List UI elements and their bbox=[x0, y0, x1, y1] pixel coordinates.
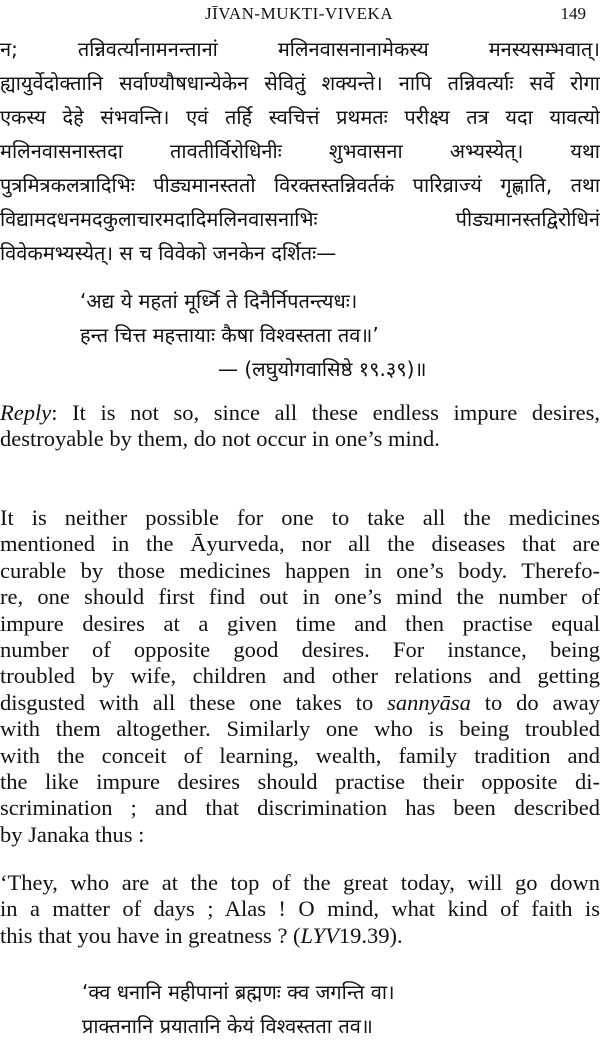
translation-line: this that you have in greatness ? (LYV19.39). bbox=[0, 922, 403, 948]
paragraph-line: troubled by wife, children and other relations and getting bbox=[0, 663, 600, 689]
paragraph-line: disgusted with all these one takes to sannyāsa to do away bbox=[0, 689, 600, 715]
sanskrit-line: एकस्य देहे संभवन्ति। एवं तर्हि स्वचित्तं प्रथमतः परीक्ष्य तत्र यदा यावत्यो bbox=[0, 105, 600, 129]
sanskrit-line: विद्यामदधनमदकुलाचारमदादिमलिनवासनाभिः पीड्यमानस्तद्विरोधिनं bbox=[0, 207, 600, 231]
sanskrit-line: न; तन्निवर्त्यानामनन्तानां मलिनवासनानामेकस्य मनस्यसम्भवात्। bbox=[0, 37, 600, 61]
citation-abbreviation: LYV bbox=[300, 922, 339, 948]
paragraph-line: impure desires at a given time and then practise equal bbox=[0, 610, 600, 636]
paragraph-line: by Janaka thus : bbox=[0, 821, 145, 847]
page-number: 149 bbox=[560, 4, 586, 23]
verse-line: ‘क्व धनानि महीपानां ब्रह्मणः क्व जगन्ति वा। bbox=[82, 980, 395, 1004]
paragraph-line: mentioned in the Āyurveda, nor all the diseases that are bbox=[0, 531, 600, 557]
reply-line: destroyable by them, do not occur in one’s mind. bbox=[0, 426, 440, 452]
main-paragraph bbox=[0, 505, 600, 848]
sanskrit-line: ह्यायुर्वेदोक्तानि सर्वाण्यौषधान्येकेन सेवितुं शक्यन्ते। नापि तन्निवर्त्याः सर्वे रोगा bbox=[0, 71, 600, 95]
paragraph-line: the like impure desires should practise their opposite di- bbox=[0, 768, 600, 794]
paragraph-line: re, one should first find out in one’s mind the number of bbox=[0, 584, 600, 610]
paragraph-line: with the conceit of learning, wealth, family tradition and bbox=[0, 742, 600, 768]
sanskrit-line: विवेकमभ्यस्येत्। स च विवेको जनकेन दर्शितः— bbox=[0, 241, 337, 265]
verse-citation: — (लघुयोगवासिष्ठे १९.३९)॥ bbox=[218, 357, 427, 381]
running-header bbox=[0, 4, 600, 28]
verse-line: प्राक्तनानि प्रयातानि केयं विश्वस्तता तव॥ bbox=[82, 1014, 373, 1038]
paragraph-line: number of opposite good desires. For instance, being bbox=[0, 636, 600, 662]
sanskrit-line: मलिनवासनास्तदा तावतीर्विरोधिनीः शुभवासना अभ्यस्येत्। यथा bbox=[0, 139, 600, 163]
paragraph-line: curable by those medicines happen in one’s body. Therefo- bbox=[0, 557, 600, 583]
verse-line: हन्त चित्त महत्तायाः कैषा विश्वस्तता तव॥’ bbox=[80, 323, 379, 347]
reply-line: Reply: It is not so, since all these endless impure desires, bbox=[0, 400, 600, 425]
translation-paragraph bbox=[0, 870, 600, 949]
paragraph-line: It is neither possible for one to take all the medicines bbox=[0, 505, 600, 530]
paragraph-line: with them altogether. Similarly one who is being troubled bbox=[0, 716, 600, 742]
paragraph-line: scrimination ; and that discrimination has been described bbox=[0, 795, 600, 821]
translation-line: ‘They, who are at the top of the great today, will go down bbox=[0, 870, 600, 895]
reply-label: Reply bbox=[0, 400, 52, 425]
verse-line: ‘अद्य ये महतां मूर्ध्नि ते दिनैर्निपतन्त्यधः। bbox=[80, 289, 358, 313]
running-title: JĪVAN-MUKTI-VIVEKA bbox=[205, 4, 394, 23]
translation-line: in a matter of days ; Alas ! O mind, what kind of faith is bbox=[0, 896, 600, 922]
sannyasa-term: sannyāsa bbox=[387, 689, 471, 715]
sanskrit-line: पुत्रमित्रकलत्रादिभिः पीड्यमानस्ततो विरक्तस्तन्निवर्तकं पारिव्राज्यं गृह्णाति, तथा bbox=[0, 173, 600, 197]
reply-paragraph bbox=[0, 400, 600, 453]
